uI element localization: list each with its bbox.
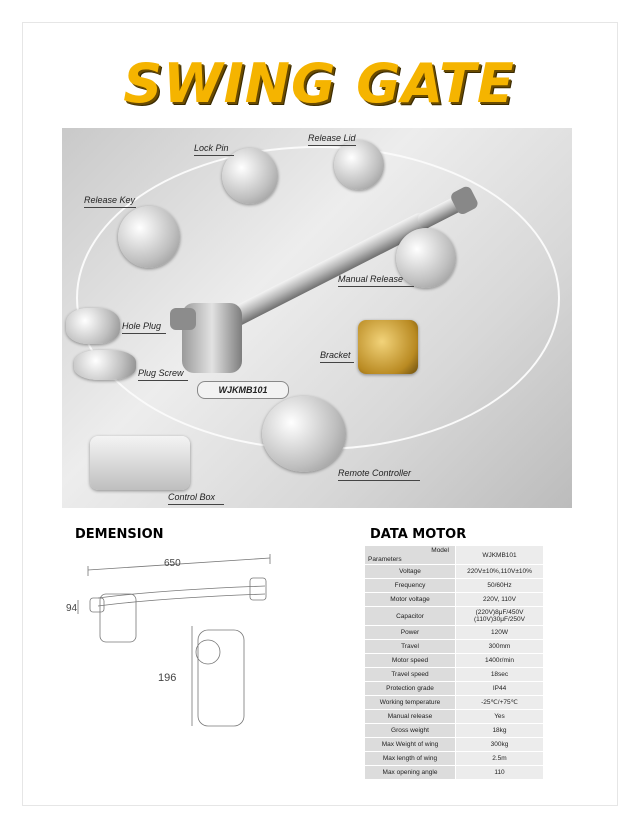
manual-release-image (396, 228, 456, 288)
spec-value: 1400r/min (456, 654, 544, 668)
spec-row (365, 654, 544, 668)
spec-key: Gross weight (365, 724, 456, 738)
spec-row (365, 640, 544, 654)
lock-pin-underline (194, 155, 234, 156)
remote-controller-label: Remote Controller (338, 468, 412, 478)
spec-key: Max Weight of wing (365, 738, 456, 752)
control-box-label: Control Box (168, 492, 216, 502)
spec-row (365, 626, 544, 640)
spec-header-row (365, 546, 544, 565)
lock-pin-label: Lock Pin (194, 143, 229, 153)
bracket-underline (320, 362, 354, 363)
spec-row (365, 668, 544, 682)
spec-value: 300kg (456, 738, 544, 752)
spec-value: 120W (456, 626, 544, 640)
dimension-drawing (60, 548, 290, 738)
dimension-heading: DEMENSION (75, 527, 164, 542)
release-key-label: Release Key (84, 195, 136, 205)
spec-value: (220V)8μF/450V (110V)30μF/250V (456, 607, 544, 626)
bracket-image (358, 320, 418, 374)
hole-plug-image (66, 308, 120, 344)
spec-table (364, 545, 544, 780)
spec-header-value: WJKMB101 (456, 546, 544, 565)
model-badge: WJKMB101 (197, 381, 289, 399)
spec-row (365, 738, 544, 752)
dimension-length: 650 (164, 558, 181, 569)
spec-header-params: Parameters (368, 556, 402, 563)
release-lid-label: Release Lid (308, 133, 356, 143)
spec-body (365, 565, 544, 780)
spec-value: 220V, 110V (456, 593, 544, 607)
spec-row (365, 696, 544, 710)
spec-value: 300mm (456, 640, 544, 654)
spec-value: -25℃/+75℃ (456, 696, 544, 710)
control-box-image (90, 436, 190, 490)
spec-key: Travel speed (365, 668, 456, 682)
spec-key: Voltage (365, 565, 456, 579)
spec-value: Yes (456, 710, 544, 724)
spec-row (365, 752, 544, 766)
spec-row (365, 766, 544, 780)
spec-key: Max opening angle (365, 766, 456, 780)
hole-plug-underline (122, 333, 166, 334)
spec-value: 18sec (456, 668, 544, 682)
manual-release-label: Manual Release (338, 274, 404, 284)
product-photo (62, 128, 572, 508)
manual-release-underline (338, 286, 414, 287)
release-lid-underline (308, 145, 356, 146)
spec-key: Capacitor (365, 607, 456, 626)
lock-pin-image (222, 148, 278, 204)
spec-value: 110 (456, 766, 544, 780)
spec-value: 220V±10%,110V±10% (456, 565, 544, 579)
spec-row (365, 682, 544, 696)
release-key-image (118, 206, 180, 268)
hole-plug-label: Hole Plug (122, 321, 162, 331)
dimension-height: 196 (158, 672, 177, 684)
spec-row (365, 565, 544, 579)
spec-key: Manual release (365, 710, 456, 724)
spec-row (365, 724, 544, 738)
plug-screw-underline (138, 380, 188, 381)
spec-key: Motor voltage (365, 593, 456, 607)
page-title: SWING GATE (123, 52, 515, 115)
plug-screw-image (74, 350, 136, 380)
spec-row (365, 593, 544, 607)
release-lid-image (334, 140, 384, 190)
spec-key: Working temperature (365, 696, 456, 710)
control-box-underline (168, 504, 224, 505)
spec-key: Travel (365, 640, 456, 654)
dimension-width: 94 (66, 603, 78, 614)
spec-value: 18kg (456, 724, 544, 738)
remote-controller-underline (338, 480, 420, 481)
spec-header-key (365, 546, 456, 565)
spec-value: 2.5m (456, 752, 544, 766)
spec-row (365, 710, 544, 724)
spec-key: Protection grade (365, 682, 456, 696)
spec-key: Motor speed (365, 654, 456, 668)
spec-row (365, 607, 544, 626)
spec-key: Frequency (365, 579, 456, 593)
spec-value: 50/60Hz (456, 579, 544, 593)
spec-key: Power (365, 626, 456, 640)
release-key-underline (84, 207, 136, 208)
spec-value: IP44 (456, 682, 544, 696)
spec-key: Max length of wing (365, 752, 456, 766)
spec-row (365, 579, 544, 593)
remote-controller-image (262, 396, 346, 472)
spec-header-model: Model (431, 547, 449, 554)
plug-screw-label: Plug Screw (138, 368, 184, 378)
bracket-label: Bracket (320, 350, 351, 360)
data-motor-heading: DATA MOTOR (370, 527, 467, 542)
